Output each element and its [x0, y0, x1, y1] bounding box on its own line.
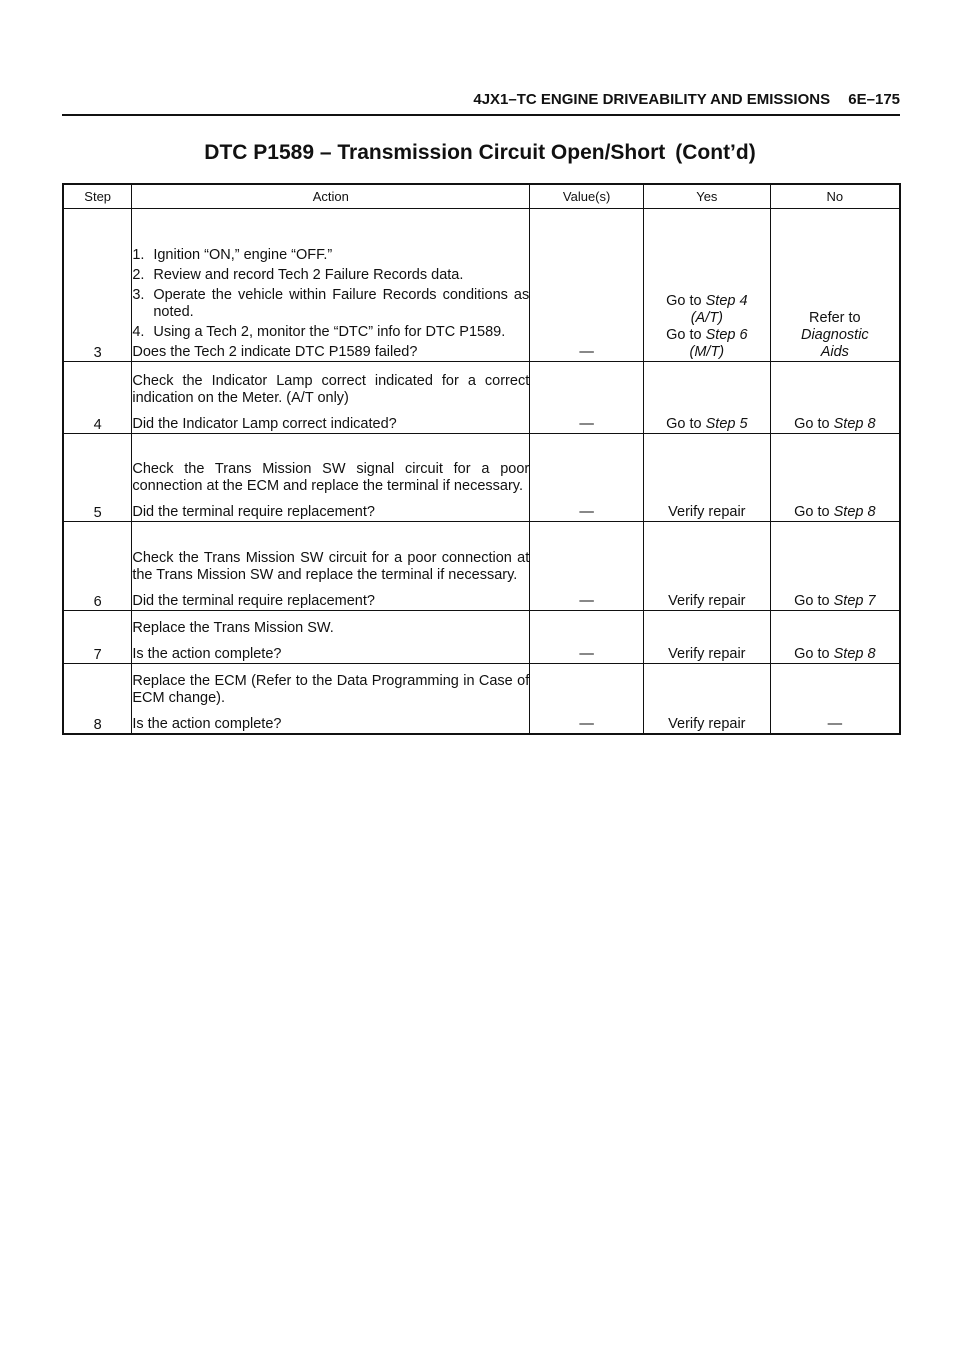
- table-row: [63, 664, 900, 734]
- yes-cell: [644, 664, 771, 734]
- header-rule: [62, 114, 900, 116]
- step-number: 6: [63, 522, 132, 611]
- table-row: [63, 362, 900, 434]
- step-number: 4: [63, 362, 132, 434]
- yes-cell: [644, 522, 771, 611]
- action-list-item: [132, 267, 529, 284]
- list-number: 3.: [132, 287, 145, 303]
- column-header-step: Step: [63, 184, 132, 209]
- step-link: Step 8: [833, 504, 876, 520]
- page-header: [473, 91, 900, 108]
- yes-text: Verify repair: [668, 504, 746, 520]
- yes-text: Verify repair: [668, 646, 746, 662]
- no-text: Go to: [794, 504, 834, 520]
- value-cell: —: [530, 664, 644, 734]
- page-title: [0, 141, 960, 165]
- action-question: Did the terminal require replacement?: [132, 504, 375, 520]
- yes-note: (M/T): [689, 344, 725, 360]
- step-link: Step 5: [705, 416, 748, 432]
- action-cell: [132, 522, 530, 611]
- step-link: Step 6: [705, 327, 748, 343]
- action-cell: [132, 209, 530, 362]
- yes-cell: [644, 434, 771, 522]
- no-cell: [770, 434, 900, 522]
- action-text: Check the Trans Mission SW signal circuit for a poor connection at the ECM and replace the terminal if necessary.: [132, 461, 530, 494]
- yes-text: Go to: [666, 327, 706, 343]
- value-cell: —: [530, 362, 644, 434]
- yes-text: Verify repair: [668, 715, 746, 732]
- table-row: [63, 522, 900, 611]
- step-number: 3: [63, 209, 132, 362]
- no-cell: [770, 611, 900, 664]
- reference-link: Diagnostic: [800, 327, 869, 343]
- table-header-row: [63, 184, 900, 209]
- action-list-item: [132, 287, 529, 321]
- list-text: Review and record Tech 2 Failure Records data.: [153, 267, 464, 283]
- action-cell: [132, 611, 530, 664]
- step-link: Step 4: [705, 293, 748, 309]
- reference-link: Aids: [820, 344, 849, 360]
- action-text: Check the Indicator Lamp correct indicated for a correct indication on the Meter. (A/T only): [132, 373, 530, 406]
- yes-cell: [644, 611, 771, 664]
- yes-cell: [644, 362, 771, 434]
- step-number: 5: [63, 434, 132, 522]
- list-number: 4.: [132, 324, 145, 340]
- list-text: Operate the vehicle within Failure Records conditions as noted.: [153, 287, 530, 320]
- action-question: Did the terminal require replacement?: [132, 593, 375, 609]
- no-cell: [770, 362, 900, 434]
- action-list-item: [132, 324, 529, 341]
- action-text: Replace the ECM (Refer to the Data Programming in Case of ECM change).: [132, 672, 530, 706]
- no-text: Go to: [794, 593, 834, 609]
- title-main: DTC P1589 – Transmission Circuit Open/Short: [204, 141, 666, 164]
- no-text: —: [827, 715, 843, 732]
- column-header-no: No: [770, 184, 900, 209]
- action-text: Replace the Trans Mission SW.: [132, 620, 334, 636]
- step-link: Step 8: [833, 646, 876, 662]
- action-question: Is the action complete?: [132, 646, 282, 662]
- list-number: 2.: [132, 267, 145, 283]
- table-row: [63, 611, 900, 664]
- step-number: 7: [63, 611, 132, 664]
- yes-text: Go to: [666, 293, 706, 309]
- no-text: Go to: [794, 646, 834, 662]
- list-text: Ignition “ON,” engine “OFF.”: [153, 247, 333, 263]
- value-cell: —: [530, 522, 644, 611]
- step-number: 8: [63, 664, 132, 734]
- yes-text: Go to: [666, 416, 706, 432]
- value-cell: —: [530, 209, 644, 362]
- list-text: Using a Tech 2, monitor the “DTC” info for DTC P1589.: [153, 324, 506, 340]
- action-question: Does the Tech 2 indicate DTC P1589 failed?: [132, 344, 418, 360]
- no-cell: [770, 664, 900, 734]
- step-link: Step 8: [833, 416, 876, 432]
- yes-note: (A/T): [690, 310, 723, 326]
- column-header-values: Value(s): [530, 184, 644, 209]
- page-number: 6E–175: [848, 91, 900, 108]
- action-cell: [132, 664, 530, 734]
- table-row: [63, 209, 900, 362]
- diagnostic-table: [62, 183, 901, 735]
- action-cell: [132, 434, 530, 522]
- step-link: Step 7: [833, 593, 876, 609]
- yes-text: Verify repair: [668, 593, 746, 609]
- value-cell: —: [530, 611, 644, 664]
- no-cell: [770, 209, 900, 362]
- title-suffix: (Cont’d): [675, 141, 756, 164]
- action-list-item: [132, 247, 529, 264]
- yes-cell: [644, 209, 771, 362]
- action-question: Did the Indicator Lamp correct indicated?: [132, 416, 397, 432]
- list-number: 1.: [132, 247, 145, 263]
- section-title: 4JX1–TC ENGINE DRIVEABILITY AND EMISSIONS: [473, 91, 831, 108]
- table-row: [63, 434, 900, 522]
- no-text: Refer to: [809, 310, 861, 326]
- no-text: Go to: [794, 416, 834, 432]
- action-text: Check the Trans Mission SW circuit for a poor connection at the Trans Mission SW and replace the terminal if necessary.: [132, 550, 530, 583]
- column-header-action: Action: [132, 184, 530, 209]
- action-cell: [132, 362, 530, 434]
- no-cell: [770, 522, 900, 611]
- value-cell: —: [530, 434, 644, 522]
- action-question: Is the action complete?: [132, 715, 282, 732]
- column-header-yes: Yes: [644, 184, 771, 209]
